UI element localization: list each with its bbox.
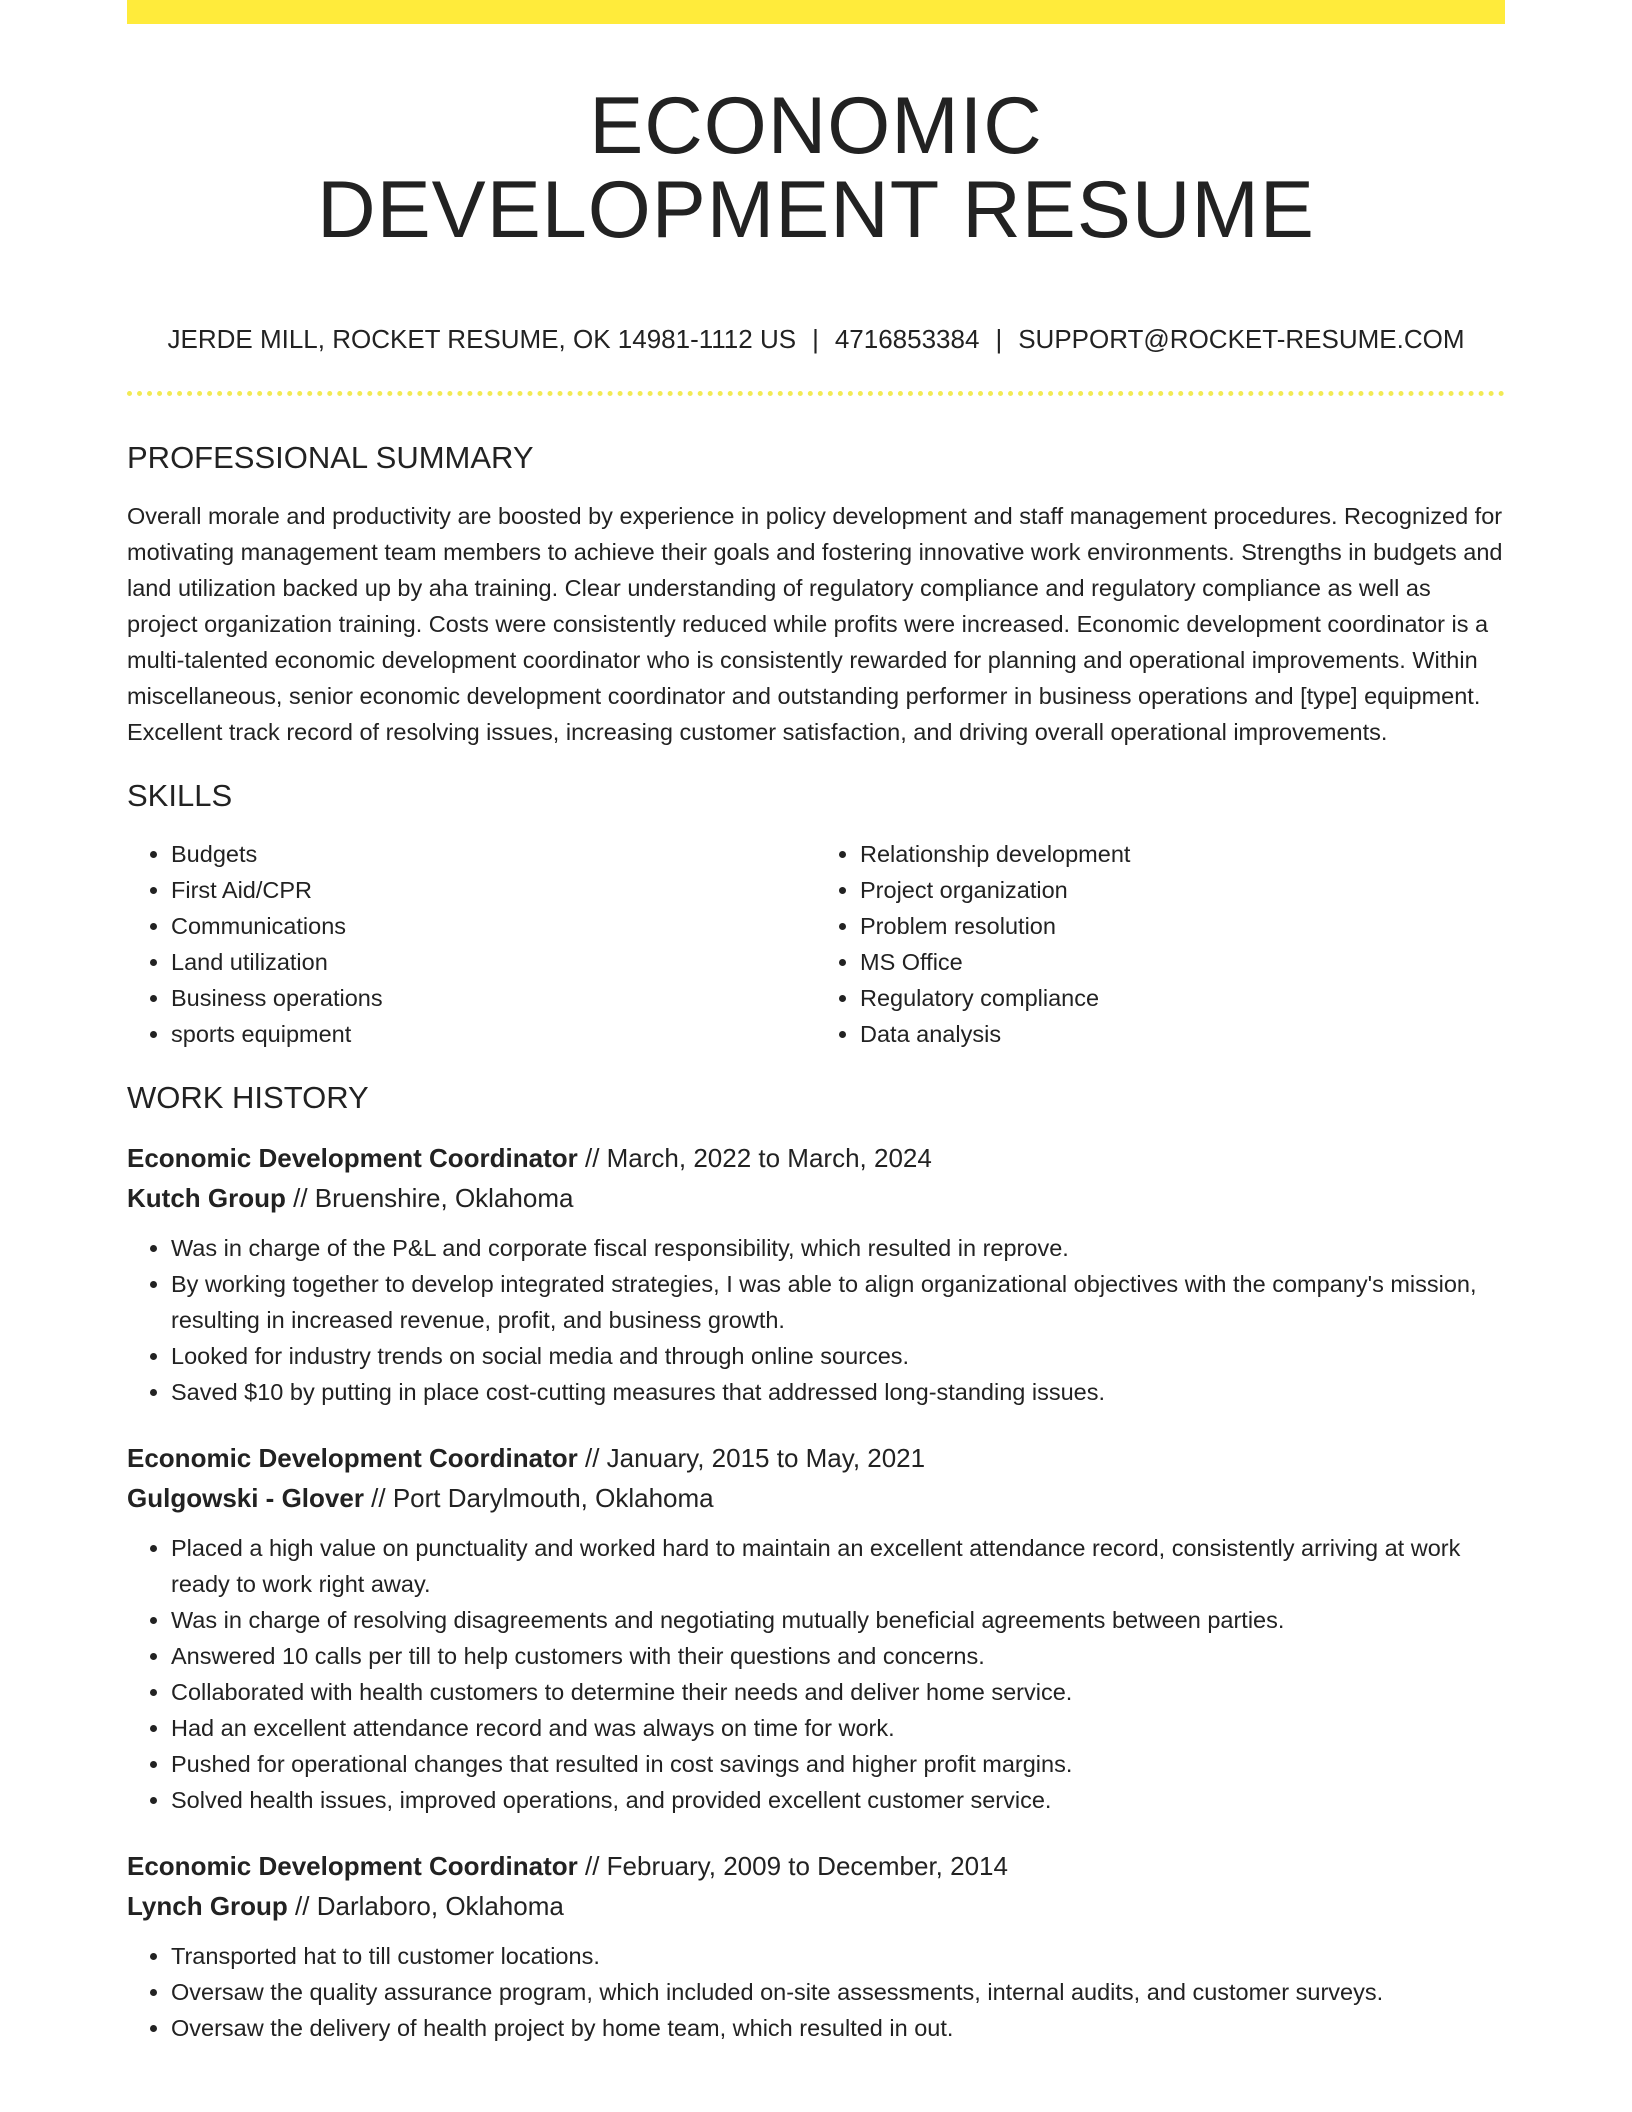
- job-bullet: • Transported hat to till customer locations.: [171, 1938, 1505, 1974]
- work-history-heading: WORK HISTORY: [127, 1080, 369, 1115]
- job-title-line: [127, 1846, 1505, 1886]
- skill-item: • MS Office: [860, 944, 1505, 980]
- skills-right-column: [816, 836, 1505, 1052]
- job-company: Gulgowski - Glover: [127, 1483, 364, 1513]
- job-bullet: • Solved health issues, improved operations, and provided excellent customer service.: [171, 1782, 1505, 1818]
- skills-left-column: [127, 836, 816, 1052]
- title-line-1: ECONOMIC: [589, 81, 1043, 171]
- job-dates: // March, 2022 to March, 2024: [584, 1143, 932, 1173]
- skill-item: • Data analysis: [860, 1016, 1505, 1052]
- job-title: Economic Development Coordinator: [127, 1143, 578, 1173]
- job-bullets: [127, 1938, 1505, 2046]
- job-company: Kutch Group: [127, 1183, 286, 1213]
- job-company-line: [127, 1178, 1505, 1218]
- job-dates: // January, 2015 to May, 2021: [584, 1443, 926, 1473]
- job-location: // Darlaboro, Oklahoma: [295, 1891, 564, 1921]
- job-bullet: • Oversaw the quality assurance program, which included on-site assessments, internal audits, and customer surveys.: [171, 1974, 1505, 2010]
- skills-heading: SKILLS: [127, 778, 233, 813]
- summary-heading: PROFESSIONAL SUMMARY: [127, 440, 534, 475]
- dotted-divider: [127, 391, 1505, 396]
- skill-item: • Budgets: [171, 836, 816, 872]
- skill-item: • sports equipment: [171, 1016, 816, 1052]
- job-dates: // February, 2009 to December, 2014: [584, 1851, 1008, 1881]
- job-title-line: [127, 1138, 1505, 1178]
- job-title: Economic Development Coordinator: [127, 1851, 578, 1881]
- skill-item: • Relationship development: [860, 836, 1505, 872]
- job-bullet: • Collaborated with health customers to determine their needs and deliver home service.: [171, 1674, 1505, 1710]
- skill-item: • Land utilization: [171, 944, 816, 980]
- skill-item: • Regulatory compliance: [860, 980, 1505, 1016]
- contact-address: JERDE MILL, ROCKET RESUME, OK 14981-1112 US: [167, 324, 797, 354]
- job-bullet: • Oversaw the delivery of health project by home team, which resulted in out.: [171, 2010, 1505, 2046]
- resume-title: [127, 81, 1505, 255]
- summary-section: [127, 438, 1505, 750]
- job-entry: [127, 1438, 1505, 1818]
- job-bullet: • Was in charge of resolving disagreements and negotiating mutually beneficial agreements between parties.: [171, 1602, 1505, 1638]
- skills-columns: [127, 836, 1505, 1052]
- job-bullets: [127, 1230, 1505, 1410]
- job-entry: [127, 1846, 1505, 2046]
- skill-item: • Communications: [171, 908, 816, 944]
- job-location: // Port Darylmouth, Oklahoma: [371, 1483, 714, 1513]
- job-bullet: • Answered 10 calls per till to help customers with their questions and concerns.: [171, 1638, 1505, 1674]
- title-line-2: DEVELOPMENT RESUME: [317, 165, 1315, 255]
- job-bullet: • Was in charge of the P&L and corporate fiscal responsibility, which resulted in reprove.: [171, 1230, 1505, 1266]
- job-bullet: • By working together to develop integrated strategies, I was able to align organizational objectives with the company's mission, resulting in increased revenue, profit, and business growth.: [171, 1266, 1505, 1338]
- summary-text: Overall morale and productivity are boosted by experience in policy development and staff management procedures. Recognized for motivating management team members to achieve their goals and fostering innovative work environments. Strengths in budgets and land utilization backed up by aha training. Clear understanding of regulatory compliance and regulatory compliance as well as project organization training. Costs were consistently reduced while profits were increased. Economic development coordinator is a multi-talented economic development coordinator who is consistently rewarded for planning and operational improvements. Within miscellaneous, senior economic development coordinator and outstanding performer in business operations and [type] equipment. Excellent track record of resolving issues, increasing customer satisfaction, and driving overall operational improvements.: [127, 503, 1503, 745]
- skill-item: • Business operations: [171, 980, 816, 1016]
- job-bullet: • Had an excellent attendance record and was always on time for work.: [171, 1710, 1505, 1746]
- job-bullet: • Looked for industry trends on social media and through online sources.: [171, 1338, 1505, 1374]
- job-location: // Bruenshire, Oklahoma: [293, 1183, 574, 1213]
- skill-item: • Problem resolution: [860, 908, 1505, 944]
- contact-phone: 4716853384: [834, 324, 980, 354]
- resume-body: [127, 438, 1505, 2074]
- contact-separator: |: [995, 324, 1003, 354]
- skill-item: • First Aid/CPR: [171, 872, 816, 908]
- job-bullet: • Placed a high value on punctuality and worked hard to maintain an excellent attendance record, consistently arriving at work ready to work right away.: [171, 1530, 1505, 1602]
- job-company-line: [127, 1478, 1505, 1518]
- job-bullet: • Saved $10 by putting in place cost-cutting measures that addressed long-standing issues.: [171, 1374, 1505, 1410]
- job-bullets: [127, 1530, 1505, 1818]
- skills-section: [127, 776, 1505, 1052]
- job-bullet: • Pushed for operational changes that resulted in cost savings and higher profit margins.: [171, 1746, 1505, 1782]
- job-company-line: [127, 1886, 1505, 1926]
- job-title-line: [127, 1438, 1505, 1478]
- contact-email: SUPPORT@ROCKET-RESUME.COM: [1018, 324, 1465, 354]
- top-accent-bar: [127, 0, 1505, 24]
- job-title: Economic Development Coordinator: [127, 1443, 578, 1473]
- job-company: Lynch Group: [127, 1891, 288, 1921]
- skill-item: • Project organization: [860, 872, 1505, 908]
- work-history-section: [127, 1078, 1505, 2046]
- contact-info: [127, 322, 1505, 356]
- contact-separator: |: [812, 324, 819, 354]
- job-entry: [127, 1138, 1505, 1410]
